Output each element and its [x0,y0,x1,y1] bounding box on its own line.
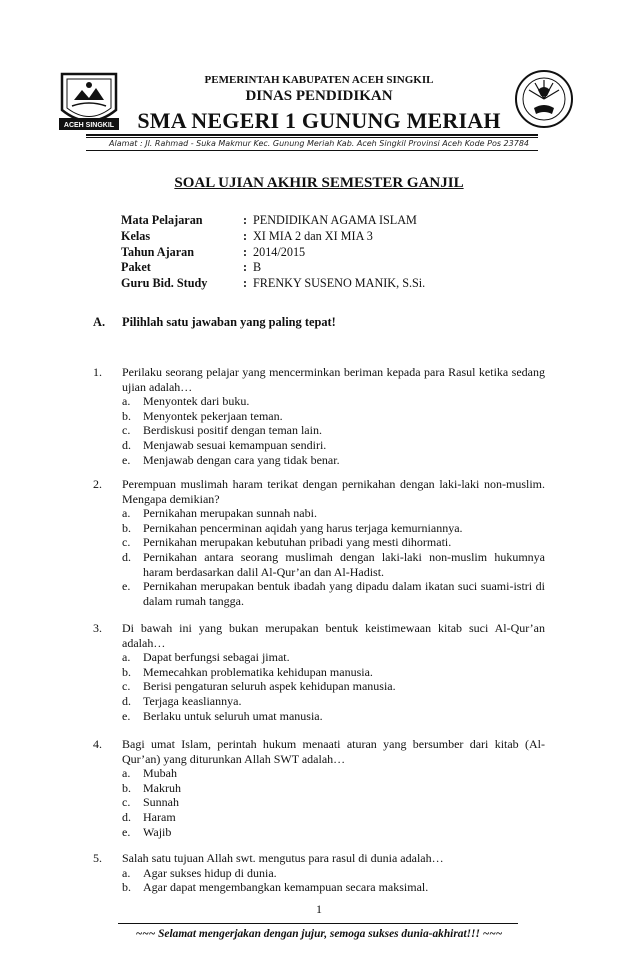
info-separator: : [243,260,248,275]
option-letter: d. [122,549,131,564]
info-key: Guru Bid. Study [121,276,208,291]
exam-title: SOAL UJIAN AKHIR SEMESTER GANJIL [174,175,464,191]
option-letter: b. [122,408,131,423]
option-letter: c. [122,423,131,438]
info-separator: : [243,244,248,259]
info-value: B [253,260,262,275]
option-letter: e. [122,452,131,467]
option-letter: b. [122,520,131,535]
option-text: Berlaku untuk seluruh umat manusia. [143,708,323,723]
answer-option [122,521,545,536]
header-divider-thin [86,137,538,138]
option-text: Sunnah [143,795,179,810]
question-stem: Salah satu tujuan Allah swt. mengutus para rasul di dunia adalah… [122,851,444,865]
option-letter: b. [122,780,131,795]
option-letter: a. [122,506,131,521]
option-text: Pernikahan pencerminan aqidah yang harus terjaga kemurniannya. [143,520,463,535]
info-key: Kelas [121,228,151,243]
header-divider-thick [86,134,538,136]
option-text: Menyontek pekerjaan teman. [143,408,283,423]
option-text: Pernikahan merupakan bentuk ibadah yang dipadu dalam ikatan suci suami-istri di dalam rumah tangga. [143,579,545,608]
option-text: Menjawab dengan cara yang tidak benar. [143,452,340,467]
header-government: PEMERINTAH KABUPATEN ACEH SINGKIL [204,74,434,86]
exam-info-table [121,213,425,292]
option-letter: b. [122,664,131,679]
option-letter: c. [122,795,131,810]
header-department: DINAS PENDIDIKAN [245,88,393,104]
info-key: Tahun Ajaran [121,244,195,259]
page-number: 1 [316,902,322,916]
info-key: Paket [121,260,151,275]
option-text: Menjawab sesuai kemampuan sendiri. [143,437,327,452]
option-text: Dapat berfungsi sebagai jimat. [143,650,290,665]
option-letter: a. [122,650,131,665]
question-item [93,851,545,895]
option-letter: e. [122,824,131,839]
question-stem: Bagi umat Islam, perintah hukum menaati aturan yang bersumber dari kitab (Al-Qur’an) yang diturunkan Allah SWT adalah… [122,737,545,766]
question-number: 1. [93,365,102,379]
option-letter: a. [122,766,131,781]
question-number: 2. [93,477,102,491]
option-letter: a. [122,865,131,880]
answer-option [122,795,545,810]
answer-option [122,438,545,453]
footer-divider [118,923,518,924]
answer-option [122,880,545,895]
option-text: Memecahkan problematika kehidupan manusia. [143,664,373,679]
option-text: Agar sukses hidup di dunia. [143,865,277,880]
option-letter: a. [122,394,131,409]
info-value: PENDIDIKAN AGAMA ISLAM [253,213,417,227]
option-letter: c. [122,535,131,550]
info-separator: : [243,228,248,243]
answer-option [122,810,545,825]
info-row [121,213,425,229]
question-number: 3. [93,621,102,635]
answer-option [122,423,545,438]
info-separator: : [243,213,248,227]
question-number: 5. [93,851,102,865]
option-text: Makruh [143,780,181,795]
option-text: Berisi pengaturan seluruh aspek kehidupan manusia. [143,679,396,694]
answer-option [122,394,545,409]
info-row [121,245,425,261]
option-text: Berdiskusi positif dengan teman lain. [143,423,322,438]
info-separator: : [243,276,248,291]
question-item [93,365,545,467]
info-key: Mata Pelajaran [121,213,203,227]
answer-option [122,694,545,709]
footer-message: ~~~ Selamat mengerjakan dengan jujur, semoga sukses dunia-akhirat!!! ~~~ [135,928,503,940]
question-stem: Perilaku seorang pelajar yang mencerminkan beriman kepada para Rasul ketika sedang ujian adalah… [122,365,545,394]
info-value: FRENKY SUSENO MANIK, S.Si. [253,276,426,291]
answer-option [122,679,545,694]
answer-option [122,535,545,550]
option-text: Wajib [143,824,172,839]
question-item [93,621,545,723]
info-value: 2014/2015 [253,244,306,259]
question-item [93,737,545,839]
question-stem: Di bawah ini yang bukan merupakan bentuk keistimewaan kitab suci Al-Qur’an adalah… [122,621,545,650]
answer-option [122,866,545,881]
question-stem: Perempuan muslimah haram terikat dengan pernikahan dengan laki-laki non-muslim. Mengapa demikian? [122,477,545,506]
option-text: Haram [143,809,176,824]
option-text: Terjaga keasliannya. [143,693,242,708]
option-text: Menyontek dari buku. [143,394,250,409]
option-text: Pernikahan merupakan sunnah nabi. [143,506,317,521]
info-row [121,276,425,292]
question-item [93,477,545,608]
answer-option [122,781,545,796]
answer-option [122,506,545,521]
answer-option [122,825,545,840]
option-letter: d. [122,809,131,824]
header-address: Alamat : Jl. Rahmad - Suka Makmur Kec. Gunung Meriah Kab. Aceh Singkil Provinsi Aceh Kode Pos 23784 [109,139,529,148]
address-divider [86,150,538,151]
svg-text:ACEH SINGKIL: ACEH SINGKIL [63,122,115,129]
option-text: Pernikahan antara seorang muslimah dengan laki-laki non-muslim hukumnya haram berdasarkan dalil Al-Qur’an dan Al-Hadist. [143,549,545,579]
header-school-name: SMA NEGERI 1 GUNUNG MERIAH [137,108,501,133]
section-instruction: Pilihlah satu jawaban yang paling tepat! [122,315,336,329]
option-text: Mubah [143,766,177,781]
option-letter: d. [122,437,131,452]
answer-option [122,579,545,608]
info-row [121,260,425,276]
answer-option [122,709,545,724]
answer-option [122,453,545,468]
option-text: Agar dapat mengembangkan kemampuan secara maksimal. [143,880,429,895]
option-letter: e. [122,579,131,594]
answer-option [122,766,545,781]
answer-option [122,550,545,579]
option-letter: b. [122,880,131,895]
answer-option [122,650,545,665]
option-text: Pernikahan merupakan kebutuhan pribadi yang mesti dihormati. [143,535,452,550]
section-heading [93,315,336,330]
info-value: XI MIA 2 dan XI MIA 3 [253,228,373,243]
answer-option [122,665,545,680]
answer-option [122,409,545,424]
option-letter: d. [122,693,131,708]
section-letter: A. [93,315,106,329]
info-row [121,229,425,245]
option-letter: c. [122,679,131,694]
question-number: 4. [93,737,102,751]
option-letter: e. [122,708,131,723]
